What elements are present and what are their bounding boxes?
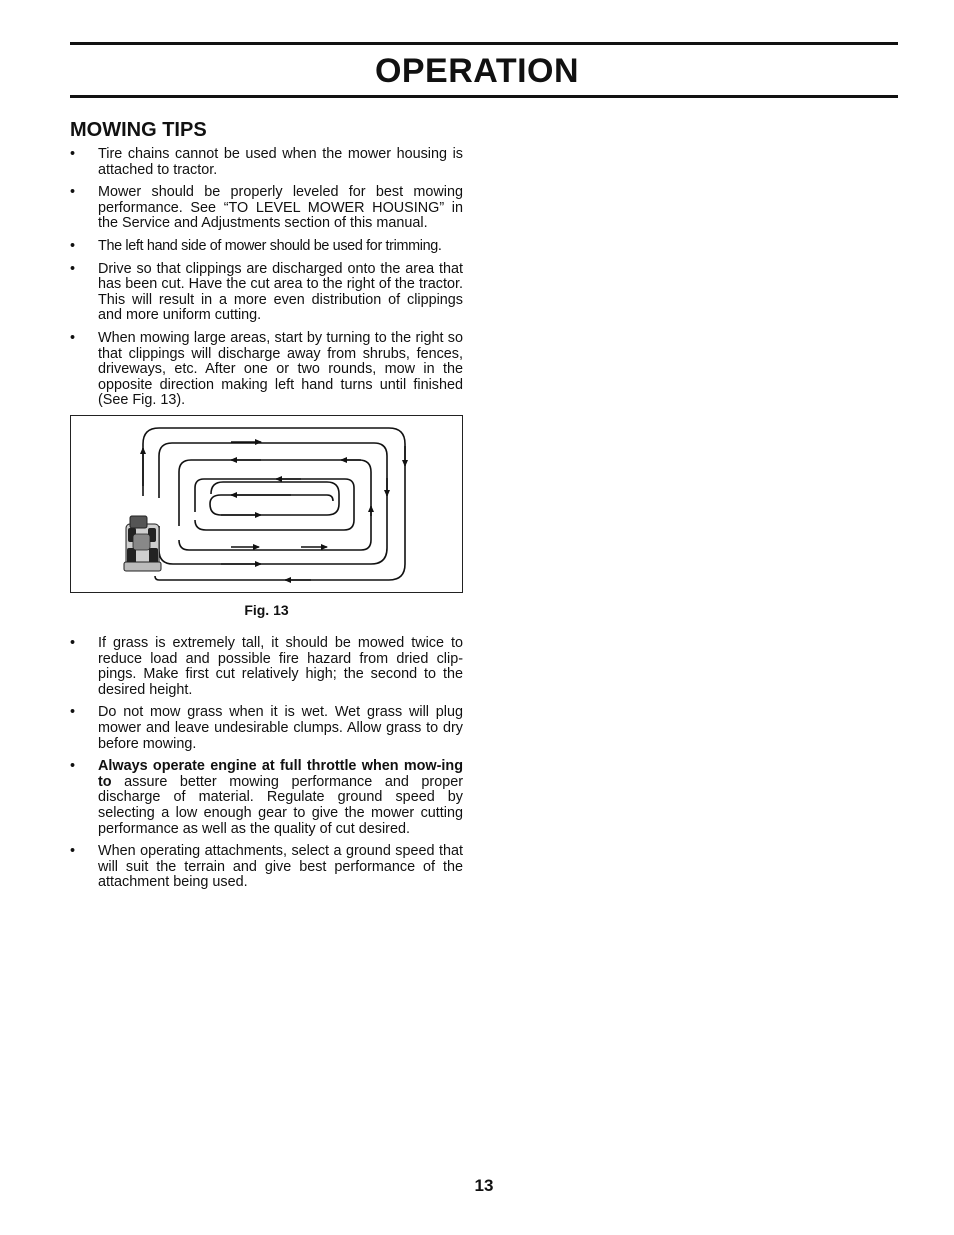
bullet: •: [70, 843, 76, 860]
mowing-pattern-figure: [70, 415, 463, 593]
list-item: • Tire chains cannot be used when the mower housing is attached to tractor.: [70, 146, 463, 178]
list-item: • If grass is extremely tall, it should be mowed twice to reduce load and possible fire hazard from dried clip-pings. Make first cut relatively high; the second to the desired height.: [70, 635, 463, 698]
tips-list-before-figure: [70, 147, 463, 416]
list-item: • The left hand side of mower should be used for trimming.: [70, 237, 442, 254]
tractor-icon: [124, 516, 161, 571]
header-rule-bottom: [70, 95, 898, 98]
bullet: •: [70, 260, 76, 277]
third-path: [179, 460, 371, 550]
list-item: • Do not mow grass when it is wet. Wet grass will plug mower and leave undesirable clumps. Allow grass to dry before mowing.: [70, 704, 463, 752]
innermost-path: [210, 482, 339, 515]
list-item: • When mowing large areas, start by turning to the right so that clippings will discharge away from shrubs, fences, driveways, etc. After one or two rounds, mow in the opposite direction making left hand turns until finished (See Fig. 13).: [70, 329, 463, 409]
list-item: • Mower should be properly leveled for best mowing performance. See “TO LEVEL MOWER HOUSING” in the Service and Adjustments section of this manual.: [70, 184, 463, 232]
bullet: •: [70, 146, 76, 162]
list-item: • Always operate engine at full throttle when mow-ing to assure better mowing performance and proper discharge of material. Regulate ground speed by selecting a low enough gear to give the mower cutting performance as well as the quality of cut desired.: [70, 758, 463, 837]
bullet: •: [70, 635, 76, 651]
bullet: •: [70, 237, 75, 254]
header-rule-top: [70, 42, 898, 45]
mowing-pattern-diagram: [71, 416, 462, 592]
list-item: • Drive so that clippings are discharged onto the area that has been cut. Have the cut area to the right of the tractor. This will result in a more even distribution of clippings and more uniform cutting.: [70, 260, 463, 324]
page-number: 13: [474, 1176, 494, 1195]
figure-caption: Fig. 13: [244, 602, 289, 618]
list-item: • When operating attachments, select a ground speed that will suit the terrain and give best performance of the attachment being used.: [70, 843, 463, 891]
bullet: •: [70, 704, 76, 721]
outer-path: [143, 428, 405, 580]
bold-phrase: Always operate engine at full throttle when mow-ing to: [98, 758, 463, 790]
inner-path: [195, 479, 354, 530]
bullet: •: [70, 184, 76, 201]
tips-list-after-figure: [70, 636, 463, 898]
second-path: [159, 443, 387, 564]
section-title: MOWING TIPS: [70, 119, 207, 141]
bullet: •: [70, 758, 76, 775]
bullet: •: [70, 329, 76, 346]
page-title: OPERATION: [374, 52, 580, 90]
